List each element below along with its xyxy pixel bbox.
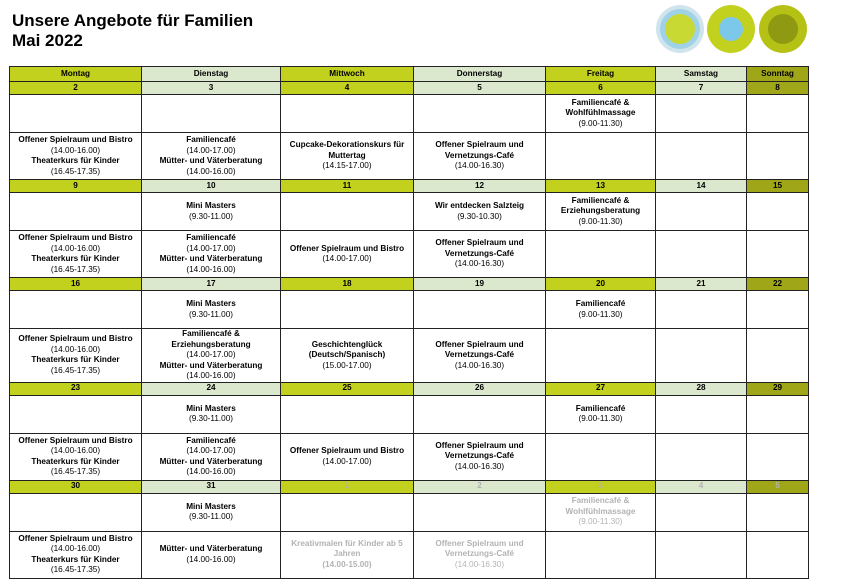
date-cell: 24 [142,382,281,395]
event-time: (14.00-16.00) [186,467,236,476]
event[interactable] [414,340,545,372]
day-cell [414,95,546,133]
event-time: (9.30-10.30) [457,211,502,221]
day-cell [10,531,142,578]
event-time: (9.30-11.00) [189,414,233,423]
day-cell [142,291,281,329]
event-name: Familiencafé [186,135,236,144]
event[interactable] [546,496,655,528]
event-name: Mütter- und Väterberatung [159,544,263,553]
event-name: Offener Spielraum und Vernetzungs-Café [435,238,524,258]
day-cell [747,193,809,231]
event[interactable] [546,196,655,228]
event-name: Mütter- und Väterberatung [159,156,263,165]
day-cell [142,95,281,133]
day-cell [747,291,809,329]
afternoon-row [10,231,809,278]
date-cell: 17 [142,278,281,291]
weekday-header: Freitag [546,67,656,82]
afternoon-row [10,329,809,383]
event-name: Familiencafé [186,233,236,242]
event-name: Familiencafé & Erziehungsberatung [560,195,641,216]
date-cell: 9 [10,180,142,193]
day-cell [656,133,747,180]
calendar-table [9,66,809,579]
date-row [10,278,809,291]
event[interactable] [142,329,280,361]
date-cell: 5 [414,82,546,95]
event-time: (14.00-17.00) [186,145,236,155]
date-cell: 1 [281,480,414,493]
day-cell [10,329,142,383]
day-cell [281,231,414,278]
day-cell [656,531,747,578]
event-time: (14.00-15.00) [322,559,372,569]
day-cell [656,493,747,531]
event-time: (9.00-11.30) [578,517,623,527]
event-name: Cupcake-Dekorationskurs für Muttertag [289,140,405,160]
event-time: (14.00-16.00) [186,264,236,274]
date-cell: 27 [546,382,656,395]
date-cell: 18 [281,278,414,291]
event-time: (14.00-16.00) [50,145,101,155]
event[interactable] [10,355,141,376]
title-line-1: Unsere Angebote für Familien [12,11,254,30]
event-time: (14.00-16.00) [50,544,101,553]
event-name: Theaterkurs für Kinder [31,254,120,263]
page-title [12,11,253,51]
event-name: Mini Masters [186,501,236,511]
event-time: (14.00-16.30) [454,360,505,370]
day-cell [414,291,546,329]
event-time: (9.30-11.00) [189,512,233,521]
event-time: (14.00-16.30) [454,161,505,171]
afternoon-row [10,433,809,480]
event[interactable] [142,254,280,275]
day-cell [281,291,414,329]
event[interactable] [546,98,655,130]
date-cell: 12 [414,180,546,193]
date-cell: 15 [747,180,809,193]
day-cell [414,395,546,433]
afternoon-row [10,133,809,180]
date-cell: 23 [10,382,142,395]
event[interactable] [10,254,141,275]
day-cell [281,531,414,578]
event-time: (9.00-11.30) [578,216,623,226]
event[interactable] [142,233,280,254]
event-time: (9.30-11.00) [189,211,233,221]
date-cell: 4 [281,82,414,95]
event-time: (14.00-16.00) [50,243,101,253]
event[interactable] [414,238,545,270]
event-time: (14.00-17.00) [322,456,372,466]
event-time: (16.45-17.35) [50,365,101,375]
event-time: (14.00-16.00) [50,446,101,455]
event-time: (9.30-11.00) [189,309,233,319]
event-name: Mütter- und Väterberatung [159,254,263,263]
day-cell [10,193,142,231]
event[interactable] [142,502,280,523]
day-cell [281,95,414,133]
event-time: (14.00-17.00) [186,243,236,253]
day-cell [747,329,809,383]
date-cell: 10 [142,180,281,193]
event-name: Mütter- und Väterberatung [159,456,263,466]
day-cell [414,433,546,480]
day-cell [747,433,809,480]
day-cell [142,231,281,278]
event-time: (14.00-17.00) [186,350,236,359]
day-cell [747,395,809,433]
event[interactable] [281,244,413,265]
day-cell [656,193,747,231]
morning-row [10,291,809,329]
day-cell [546,493,656,531]
event-time: (14.00-16.30) [454,259,505,269]
date-cell: 16 [10,278,142,291]
event[interactable] [142,544,280,565]
date-cell: 19 [414,278,546,291]
date-row [10,180,809,193]
date-row [10,382,809,395]
event-name: Familiencafé [575,403,626,413]
day-cell [656,433,747,480]
event-name: Familiencafé & Wohlfühlmassage [565,97,636,118]
morning-row [10,395,809,433]
day-cell [142,433,281,480]
date-cell: 20 [546,278,656,291]
date-cell: 13 [546,180,656,193]
event-time: (14.15-17.00) [322,161,372,171]
event-name: Offener Spielraum und Vernetzungs-Café [435,339,524,359]
event[interactable] [142,361,280,382]
day-cell [414,531,546,578]
event[interactable] [142,436,280,457]
event-name: Offener Spielraum und Bistro [289,243,405,253]
event[interactable] [10,555,141,576]
event[interactable] [10,135,141,156]
day-cell [546,531,656,578]
weekday-header: Montag [10,67,142,82]
day-cell [747,95,809,133]
day-cell [10,493,142,531]
event[interactable] [10,156,141,177]
day-cell [546,433,656,480]
date-cell: 6 [546,82,656,95]
event-name: Kreativmalen für Kinder ab 5 Jahren [291,538,403,559]
day-cell [142,395,281,433]
event-name: Geschichtenglück (Deutsch/Spanisch) [308,339,386,359]
day-cell [10,133,142,180]
day-cell [546,329,656,383]
date-cell: 26 [414,382,546,395]
date-cell: 11 [281,180,414,193]
event-name: Mini Masters [186,403,236,413]
event-name: Familiencafé & Wohlfühlmassage [565,496,636,516]
day-cell [747,493,809,531]
day-cell [281,329,414,383]
day-cell [142,133,281,180]
day-cell [281,193,414,231]
event-name: Familiencafé & Erziehungsberatung [171,329,251,349]
event[interactable] [10,457,141,478]
event-name: Offener Spielraum und Bistro [18,135,133,144]
event-name: Offener Spielraum und Bistro [289,446,405,455]
day-cell [10,291,142,329]
date-cell: 5 [747,480,809,493]
day-cell [142,493,281,531]
morning-row [10,493,809,531]
date-cell: 2 [414,480,546,493]
day-cell [10,231,142,278]
day-cell [747,531,809,578]
day-cell [281,433,414,480]
event-time: (15.00-17.00) [322,360,372,370]
weekday-header: Samstag [656,67,747,82]
day-cell [10,433,142,480]
event[interactable] [10,334,141,355]
event[interactable] [142,404,280,425]
day-cell [10,95,142,133]
event-time: (9.00-11.30) [578,118,623,128]
event-name: Theaterkurs für Kinder [31,156,120,165]
date-row [10,480,809,493]
date-row [10,82,809,95]
date-cell: 8 [747,82,809,95]
event-name: Mini Masters [186,299,236,308]
day-cell [546,193,656,231]
day-cell [281,493,414,531]
event-time: (14.00-17.00) [322,254,372,263]
date-cell: 3 [546,480,656,493]
event[interactable] [10,534,141,555]
title-line-2: Mai 2022 [12,31,83,50]
day-cell [656,95,747,133]
day-cell [546,231,656,278]
event-time: (14.00-16.00) [186,166,236,176]
date-cell: 3 [142,82,281,95]
event-time: (14.00-17.00) [186,446,236,455]
circles-logo [655,5,810,55]
day-cell [656,231,747,278]
event[interactable] [281,446,413,467]
event-time: (16.45-17.35) [50,166,101,176]
event-name: Theaterkurs für Kinder [31,554,120,564]
weekday-header: Donnerstag [414,67,546,82]
date-cell: 2 [10,82,142,95]
morning-row [10,193,809,231]
event-name: Offener Spielraum und Bistro [18,533,133,543]
event-name: Familiencafé [186,435,236,445]
weekday-header: Sonntag [747,67,809,82]
day-cell [414,193,546,231]
day-cell [546,95,656,133]
event-time: (14.00-16.00) [186,371,236,380]
event-time: (14.00-16.30) [454,461,505,471]
event[interactable] [414,140,545,172]
event[interactable] [142,457,280,478]
date-cell: 4 [656,480,747,493]
event[interactable] [281,340,413,372]
event-name: Offener Spielraum und Bistro [18,233,133,242]
date-cell: 25 [281,382,414,395]
date-cell: 30 [10,480,142,493]
event-name: Mütter- und Väterberatung [159,360,263,370]
day-cell [747,133,809,180]
day-cell [656,329,747,383]
event-name: Theaterkurs für Kinder [31,355,120,365]
date-cell: 21 [656,278,747,291]
event-name: Wir entdecken Salzteig [434,201,525,210]
morning-row [10,95,809,133]
day-cell [656,291,747,329]
day-cell [414,231,546,278]
event[interactable] [142,135,280,156]
day-cell [546,395,656,433]
event-time: (16.45-17.35) [50,565,101,574]
weekday-header: Dienstag [142,67,281,82]
day-cell [10,395,142,433]
day-cell [747,231,809,278]
event-name: Familiencafé [575,299,626,308]
date-cell: 29 [747,382,809,395]
event-name: Offener Spielraum und Vernetzungs-Café [435,440,524,461]
event[interactable] [546,404,655,425]
event-name: Mini Masters [186,201,236,210]
date-cell: 7 [656,82,747,95]
event-name: Theaterkurs für Kinder [31,456,120,466]
day-cell [546,133,656,180]
date-cell: 28 [656,382,747,395]
event[interactable] [142,156,280,177]
event-time: (14.00-16.00) [186,554,236,564]
event[interactable] [10,436,141,457]
afternoon-row [10,531,809,578]
date-cell: 14 [656,180,747,193]
event-time: (14.00-16.00) [50,344,101,354]
day-cell [414,329,546,383]
day-cell [281,133,414,180]
event[interactable] [414,201,545,222]
event-name: Offener Spielraum und Bistro [18,435,133,445]
day-cell [414,133,546,180]
weekday-header-row [10,67,809,82]
event-time: (9.00-11.30) [578,309,623,319]
event[interactable] [414,441,545,473]
day-cell [142,193,281,231]
event-name: Offener Spielraum und Bistro [18,334,133,344]
date-cell: 31 [142,480,281,493]
day-cell [142,329,281,383]
event-time: (14.00-16.30) [454,559,505,569]
event[interactable] [142,201,280,222]
weekday-header: Mittwoch [281,67,414,82]
day-cell [546,291,656,329]
event-name: Offener Spielraum und Vernetzungs-Café [435,538,524,559]
day-cell [281,395,414,433]
day-cell [414,493,546,531]
event-name: Offener Spielraum und Vernetzungs-Café [435,140,524,160]
event[interactable] [10,233,141,254]
day-cell [142,531,281,578]
event[interactable] [546,299,655,320]
event-time: (16.45-17.35) [50,264,101,274]
date-cell: 22 [747,278,809,291]
event[interactable] [142,299,280,320]
event-time: (16.45-17.35) [50,467,101,476]
day-cell [656,395,747,433]
event[interactable] [281,140,413,172]
event-time: (9.00-11.30) [578,414,623,423]
